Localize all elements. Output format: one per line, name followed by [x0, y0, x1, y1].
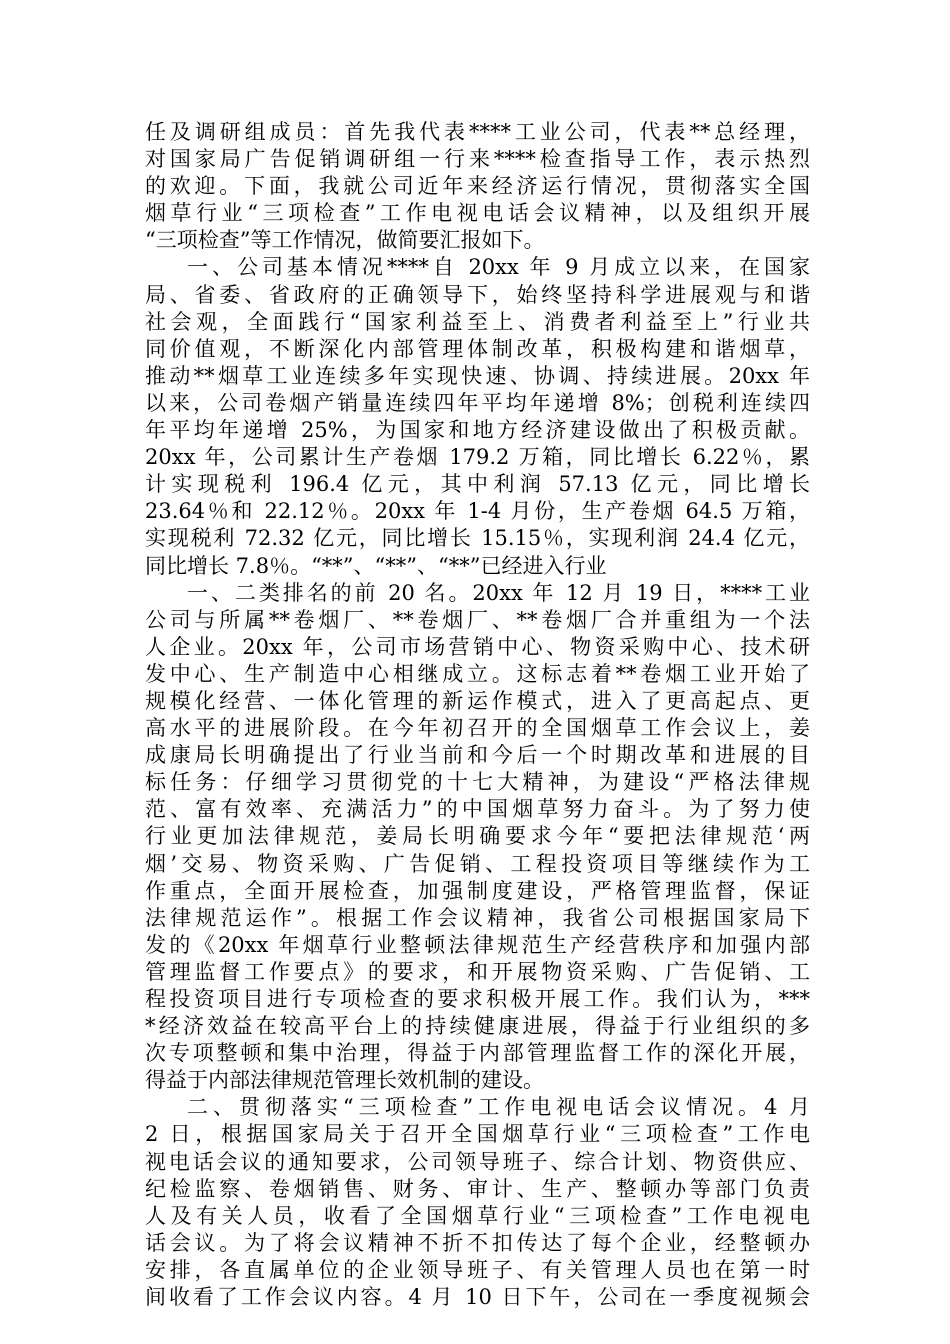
text-line: 23.64％和 22.12％。20xx 年 1-4 月份，生产卷烟 64.5 万箱，: [145, 499, 810, 524]
text-line: 纪检监察、卷烟销售、财务、审计、生产、整顿办等部门负责: [145, 1176, 810, 1201]
text-line: 成康局长明确提出了行业当前和今后一个时期改革和进展的目: [145, 743, 810, 768]
text-line: 人企业。20xx 年，公司市场营销中心、物资采购中心、技术研: [145, 634, 810, 659]
text-line: 20xx 年，公司累计生产卷烟 179.2 万箱，同比增长 6.22％，累: [145, 445, 810, 470]
text-line: 发中心、生产制造中心相继成立。这标志着**卷烟工业开始了: [145, 661, 810, 686]
text-line: 烟’交易、物资采购、广告促销、工程投资项目等继续作为工: [145, 851, 810, 876]
body-text: [145, 119, 810, 1311]
paragraph-start-line: 一、二类排名的前 20 名。20xx 年 12 月 19 日，****工业: [187, 580, 810, 605]
text-line: 局、省委、省政府的正确领导下，始终坚持科学进展观与和谐: [145, 282, 810, 307]
text-line: 发的《20xx 年烟草行业整顿法律规范生产经营秩序和加强内部: [145, 932, 810, 957]
text-line: 人及有关人员，收看了全国烟草行业“三项检查”工作电视电: [145, 1203, 810, 1228]
text-line: 程投资项目进行专项检查的要求积极开展工作。我们认为，***: [145, 987, 810, 1011]
paragraph-start-line: 一、公司基本情况****自 20xx 年 9 月成立以来，在国家: [187, 255, 810, 280]
text-line: 公司与所属**卷烟厂、**卷烟厂、**卷烟厂合并重组为一个法: [145, 607, 810, 632]
text-line: 管理监督工作要点》的要求，和开展物资采购、广告促销、工: [145, 959, 810, 984]
text-line: 视电话会议的通知要求，公司领导班子、综合计划、物资供应、: [145, 1149, 810, 1174]
text-line: 实现税利 72.32 亿元，同比增长 15.15％，实现利润 24.4 亿元，: [145, 526, 810, 551]
text-line: 的欢迎。下面，我就公司近年来经济运行情况，贯彻落实全国: [145, 174, 810, 199]
text-line: 话会议。为了将会议精神不折不扣传达了每个企业，经整顿办: [145, 1230, 810, 1255]
text-line: 高水平的进展阶段。在今年初召开的全国烟草工作会议上，姜: [145, 716, 810, 741]
text-line: 次专项整顿和集中治理，得益于内部管理监督工作的深化开展，: [145, 1041, 810, 1066]
paragraph-start-line: 二、贯彻落实“三项检查”工作电视电话会议情况。4 月: [187, 1095, 810, 1120]
text-line: 烟草行业“三项检查”工作电视电话会议精神，以及组织开展: [145, 201, 810, 226]
text-line: 同价值观，不断深化内部管理体制改革，积极构建和谐烟草，: [145, 336, 810, 361]
text-line: 间收看了工作会议内容。4 月 10 日下午，公司在一季度视频会: [145, 1285, 810, 1310]
text-line: 行业更加法律规范，姜局长明确要求今年“要把法律规范‘两: [145, 824, 810, 849]
text-line: 推动**烟草工业连续多年实现快速、协调、持续进展。20xx 年: [145, 363, 810, 388]
text-line: 范、富有效率、充满活力”的中国烟草努力奋斗。为了努力使: [145, 797, 810, 822]
text-line: 标任务：仔细学习贯彻党的十七大精神，为建设“严格法律规: [145, 770, 810, 795]
text-line: 安排，各直属单位的企业领导班子、有关管理人员也在第一时: [145, 1257, 810, 1282]
text-line: 社会观，全面践行“国家利益至上、消费者利益至上”行业共: [145, 309, 810, 334]
text-line: 以来，公司卷烟产销量连续四年平均年递增 8%；创税利连续四: [145, 390, 810, 415]
text-line: 计实现税利 196.4 亿元，其中利润 57.13 亿元，同比增长: [145, 472, 810, 497]
text-line: 2 日，根据国家局关于召开全国烟草行业“三项检查”工作电: [145, 1122, 810, 1147]
text-line: “三项检查”等工作情况，做简要汇报如下。: [145, 228, 545, 253]
text-line: 规模化经营、一体化管理的新运作模式，进入了更高起点、更: [145, 688, 810, 713]
text-line: 作重点，全面开展检查，加强制度建设，严格管理监督，保证: [145, 878, 810, 903]
text-line: 任及调研组成员：首先我代表****工业公司，代表**总经理，: [145, 120, 810, 144]
text-line: 同比增长 7.8％。“**”、“**”、“**”已经进入行业: [145, 553, 607, 578]
text-line: 年平均年递增 25%，为国家和地方经济建设做出了积极贡献。: [145, 418, 810, 443]
text-line: 对国家局广告促销调研组一行来****检查指导工作，表示热烈: [145, 147, 810, 172]
text-line: *经济效益在较高平台上的持续健康进展，得益于行业组织的多: [145, 1014, 810, 1039]
text-line: 法律规范运作”。根据工作会议精神，我省公司根据国家局下: [145, 905, 810, 930]
text-line: 得益于内部法律规范管理长效机制的建设。: [145, 1068, 544, 1093]
